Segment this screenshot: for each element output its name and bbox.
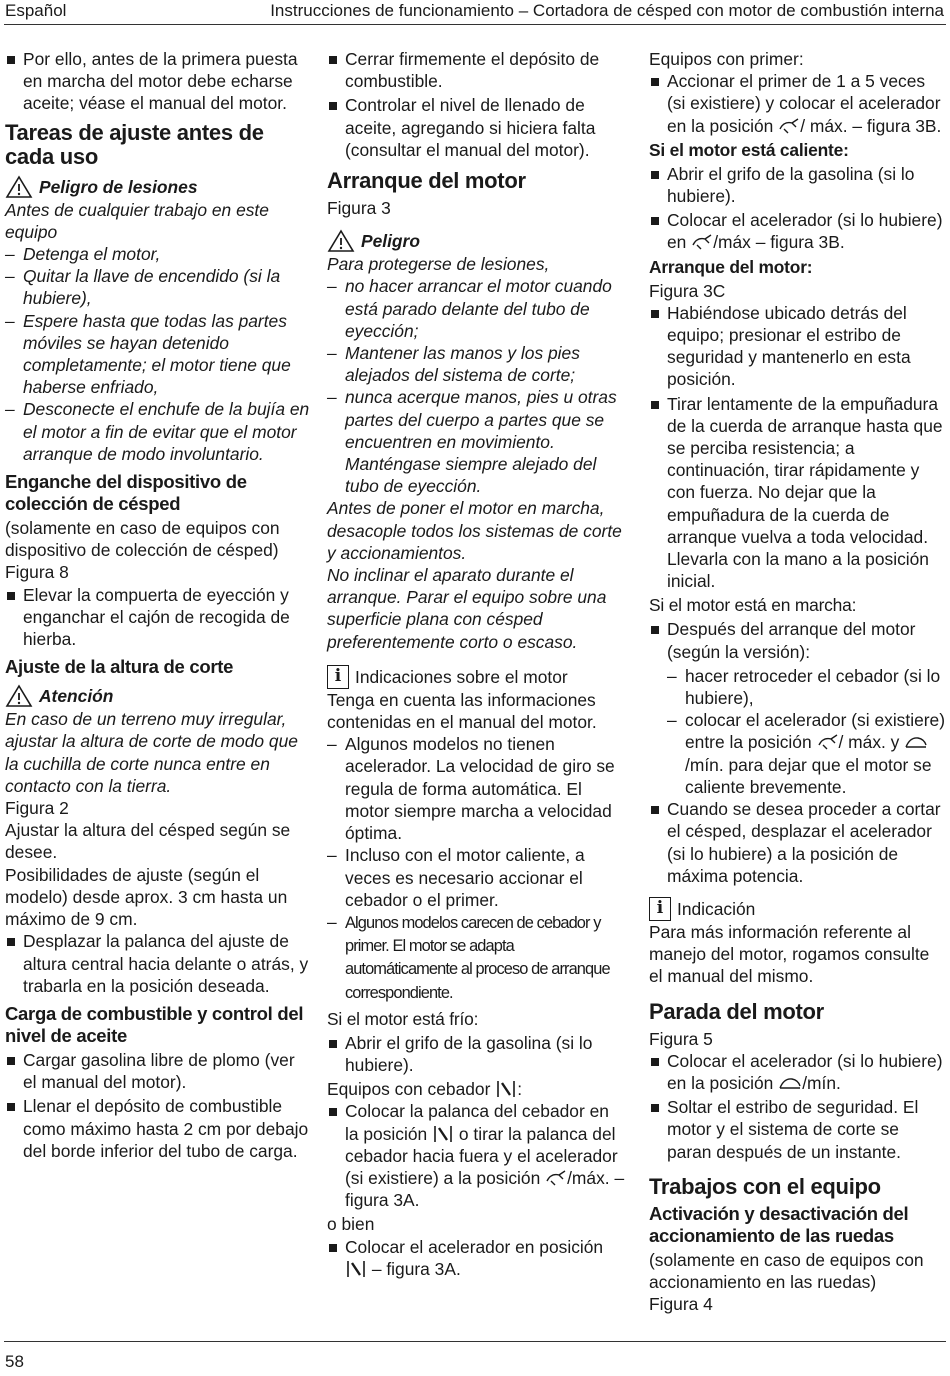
figure-ref: Figura 2	[5, 798, 69, 819]
bullet-item: Habiéndose ubicado detrás del equipo; presionar el estribo de seguridad y mantenerlo en esta posición.	[649, 302, 945, 391]
dash-item: – Quitar la llave de encendido (si la hubiere),	[5, 266, 281, 309]
warning-triangle-icon	[327, 229, 355, 253]
bullet-item: Colocar el acelerador (si lo hubiere) en la posición /mín.	[649, 1050, 945, 1094]
hare-icon	[817, 733, 839, 751]
footer-rule	[4, 1341, 946, 1342]
warning-label: Peligro de lesiones	[39, 176, 198, 197]
figure-ref: Figura 3C	[649, 280, 726, 301]
hare-icon	[778, 117, 800, 135]
hare-icon	[691, 233, 713, 251]
dash-item: – Mantener las manos y los pies alejados del sistema de corte;	[327, 343, 580, 386]
hare-icon	[545, 1169, 567, 1187]
bullet-item: Colocar el acelerador (si lo hubiere) en /máx – figura 3B.	[649, 209, 945, 253]
column-3	[649, 48, 945, 1315]
warning-header	[327, 229, 627, 253]
warning-label: Atención	[39, 686, 114, 707]
paragraph: o bien	[327, 1214, 375, 1235]
column-2	[327, 48, 627, 1282]
bullet-item: Accionar el primer de 1 a 5 veces (si existiere) y colocar el acelerador en la posición / máx. – figura 3B.	[649, 70, 945, 137]
bullet-item: Desplazar la palanca del ajuste de altura central hacia delante o atrás, y trabarla en la posición deseada.	[5, 930, 310, 997]
bullet-item: Tirar lentamente de la empuñadura de la cuerda de arranque hasta que se perciba resistencia; a continuación, tirar rápidamente y con fuerza. No dejar que la empuñadura de la cuerda de arranque vuelva a toda velocidad. Llevarla con la mano a la posición inicial.	[649, 393, 945, 593]
heading-caliente: Si el motor está caliente:	[649, 139, 849, 160]
info-text: Para más información referente al manejo del motor, rogamos consulte el manual del mismo.	[649, 921, 930, 987]
dash-item: – Incluso con el motor caliente, a veces es necesario accionar el cebador o el primer.	[327, 845, 585, 910]
bullet-item: Soltar el estribo de seguridad. El motor y el sistema de corte se paran después de un instante.	[649, 1096, 945, 1163]
warning-intro: Para protegerse de lesiones,	[327, 254, 550, 275]
turtle-icon	[904, 735, 928, 751]
bullet-item: Abrir el grifo de la gasolina (si lo hubiere).	[327, 1032, 627, 1076]
info-icon: i	[649, 897, 671, 921]
warning-text: Antes de poner el motor en marcha, desacople todos los sistemas de corte y accionamientos.	[327, 498, 622, 563]
warning-header	[5, 684, 310, 708]
heading-activacion: Activación y desactivación del accionamiento de las ruedas	[649, 1202, 909, 1246]
bullet-item: Cargar gasolina libre de plomo (ver el manual del motor).	[5, 1049, 310, 1093]
column-1	[5, 48, 310, 1164]
heading-frio: Si el motor está frío:	[327, 1008, 479, 1029]
info-text: Tenga en cuenta las informaciones contenidas en el manual del motor.	[327, 689, 597, 733]
note-text: (solamente en caso de equipos con accionamiento en las ruedas)	[649, 1249, 924, 1292]
header-rule	[4, 24, 946, 25]
bullet-item: Llenar el depósito de combustible como máximo hasta 2 cm por debajo del borde inferior del tubo de carga.	[5, 1095, 310, 1162]
bullet-item: Cuando se desea proceder a cortar el césped, desplazar el acelerador (si lo hubiere) a la posición de máxima potencia.	[649, 798, 945, 887]
heading-altura: Ajuste de la altura de corte	[5, 656, 234, 678]
bullet-item: Abrir el grifo de la gasolina (si lo hubiere).	[649, 163, 945, 207]
figure-ref: Figura 3	[327, 198, 391, 219]
bullet-item: Colocar la palanca del cebador en la posición o tirar la palanca del cebador hacia fuera y el acelerador (si existiere) a la posición /máx. – figura 3A.	[327, 1100, 627, 1211]
sub-item: – hacer retroceder el cebador (si lo hubiere),	[667, 665, 941, 709]
info-label: Indicaciones sobre el motor	[355, 666, 568, 687]
heading-carga: Carga de combustible y control del nivel de aceite	[5, 1002, 304, 1046]
dash-item: – Espere hasta que todas las partes móviles se hayan detenido completamente; el motor tiene que haberse enfriado,	[5, 310, 291, 398]
paragraph: Equipos con cebador :	[327, 1079, 523, 1100]
dash-item: – Algunos modelos carecen de cebador y primer. El motor se adapta automáticamente al proceso de arranque correspondiente.	[327, 911, 610, 1002]
dash-item: – Detenga el motor,	[5, 244, 161, 265]
warning-text: En caso de un terreno muy irregular, ajustar la altura de corte de modo que la cuchilla de corte nunca entre en contacto con la tierra.	[5, 709, 298, 796]
info-header	[327, 665, 627, 689]
warning-header	[5, 175, 310, 199]
paragraph: Equipos con primer:	[649, 49, 804, 69]
paragraph: Posibilidades de ajuste (según el modelo) desde aprox. 3 cm hasta un máximo de 9 cm.	[5, 864, 288, 930]
heading-trabajos: Trabajos con el equipo	[649, 1173, 881, 1199]
info-header	[649, 897, 945, 921]
note-text: (solamente en caso de equipos con dispositivo de colección de césped)	[5, 518, 280, 561]
sub-item: – colocar el acelerador (si existiere) entre la posición / máx. y /mín. para dejar que el motor se caliente brevemente.	[667, 710, 945, 797]
bullet-item: Cerrar firmemente el depósito de combustible.	[327, 48, 627, 92]
warning-triangle-icon	[5, 684, 33, 708]
info-icon: i	[327, 665, 349, 689]
heading-arranque-motor: Arranque del motor:	[649, 256, 813, 277]
dash-item: – no hacer arrancar el motor cuando está parado delante del tubo de eyección;	[327, 276, 612, 341]
heading-parada: Parada del motor	[649, 998, 824, 1024]
dash-item: – Desconecte el enchufe de la bujía en el motor a fin de evitar que el motor arranque de modo involuntario.	[5, 399, 310, 464]
warning-text: No inclinar el aparato durante el arranque. Parar el equipo sobre una superficie plana con césped preferentemente corto o escaso.	[327, 565, 607, 652]
choke-icon	[345, 1260, 367, 1278]
page-header	[0, 0, 950, 22]
figure-ref: Figura 8	[5, 562, 69, 583]
figure-ref: Figura 4	[649, 1294, 713, 1315]
language-label: Español	[5, 1, 67, 20]
turtle-icon	[778, 1076, 802, 1092]
figure-ref: Figura 5	[649, 1028, 713, 1049]
document-title: Instrucciones de funcionamiento – Cortadora de césped con motor de combustión interna	[270, 1, 944, 20]
info-label: Indicación	[677, 898, 756, 919]
warning-triangle-icon	[5, 175, 33, 199]
paragraph: Ajustar la altura del césped según se desee.	[5, 820, 291, 863]
bullet-item: Elevar la compuerta de eyección y enganchar el cajón de recogida de hierba.	[5, 584, 310, 651]
choke-icon	[432, 1125, 454, 1143]
heading-enganche: Enganche del dispositivo de colección de césped	[5, 471, 247, 515]
dash-item: – nunca acerque manos, pies u otras partes del cuerpo a partes que se encuentren en movimiento. Manténgase siempre alejado del tubo de eyección.	[327, 387, 617, 497]
dash-item: – Algunos modelos no tienen acelerador. La velocidad de giro se regula de forma automática. El motor siempre marcha a velocidad óptima.	[327, 734, 615, 844]
warning-label: Peligro	[361, 231, 420, 252]
bullet-item: Después del arranque del motor (según la versión):	[649, 618, 945, 662]
heading-marcha: Si el motor está en marcha:	[649, 595, 857, 616]
heading-arranque: Arranque del motor	[327, 168, 526, 194]
heading-tareas: Tareas de ajuste antes de cada uso	[5, 119, 264, 169]
bullet-item: Por ello, antes de la primera puesta en marcha del motor debe echarse aceite; véase el manual del motor.	[5, 48, 310, 115]
page-number: 58	[5, 1352, 24, 1371]
bullet-item: Colocar el acelerador en posición – figura 3A.	[327, 1236, 627, 1280]
choke-icon	[495, 1080, 517, 1098]
warning-intro: Antes de cualquier trabajo en este equipo	[5, 199, 269, 242]
bullet-item: Controlar el nivel de llenado de aceite, agregando si hiciera falta (consultar el manual del motor).	[327, 94, 627, 161]
